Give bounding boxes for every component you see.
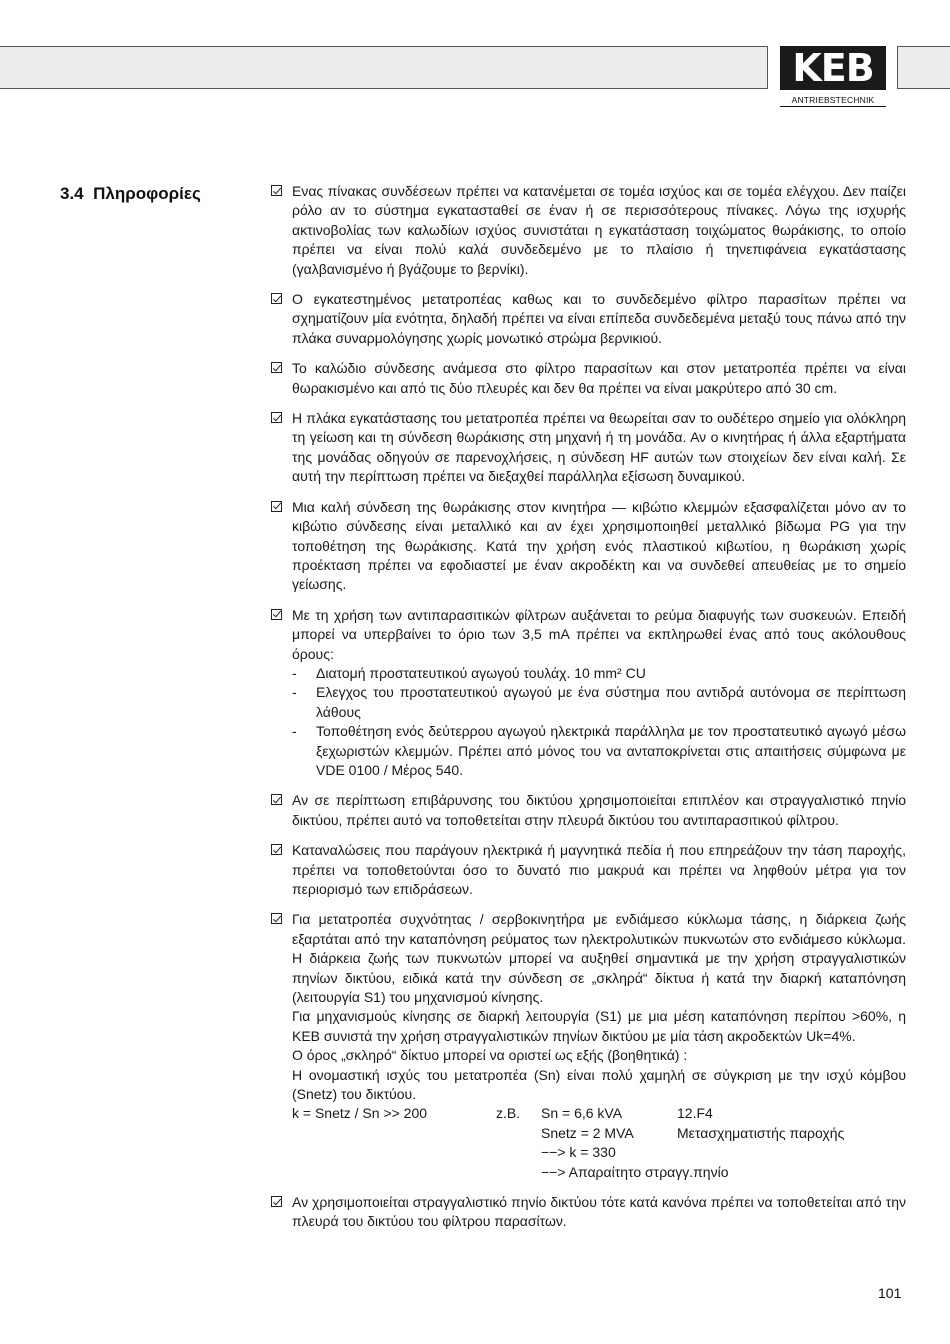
checkbox-icon xyxy=(271,844,282,855)
dash-bullet: - xyxy=(292,723,297,740)
sub-item-text: Ελεγχος του προστατευτικού αγωγού με ένα σύστημα που αντιδρά αυτόνομα σε περίπτωση λάθους xyxy=(316,684,906,720)
dash-bullet: - xyxy=(292,684,297,701)
calc-row xyxy=(292,1124,906,1143)
page-number: 101 xyxy=(878,1285,902,1301)
info-item xyxy=(270,498,906,595)
info-item xyxy=(270,1193,906,1232)
section-title: Πληροφορίες xyxy=(93,184,201,203)
checkbox-icon xyxy=(271,293,282,304)
item-paragraph: Μια καλή σύνδεση της θωράκισης στον κινητήρα — κιβώτιο κλεμμών εξασφαλίζεται μόνο αν το κιβώτιο σύνδεσης είναι μεταλλικό και αν έχει χρησιμοποιηθεί μεταλλικό βίδωμα PG για την τοποθέτηση της θωράκισης. Κατά την χρήση ενός πλαστικού κιβωτίου, η θωράκιση χωρίς προέκταση πρέπει να εφοδιαστεί με έναν ακροδέκτη και να συνδεθεί απευθείας με το σημείο γείωσης. xyxy=(292,498,906,593)
info-item xyxy=(270,841,906,899)
item-paragraph: Το καλώδιο σύνδεσης ανάμεσα στο φίλτρο παρασίτων και στον μετατροπέα πρέπει να είναι θωρακισμένο και από τις δύο πλευρές και δεν θα πρέπει να είναι μακρύτερο από 30 cm. xyxy=(292,360,906,396)
item-paragraph: Ο εγκατεστημένος μετατροπέας καθως και το συνδεδεμένο φίλτρο παρασίτων πρέπει να σχηματίζουν μία ενότητα, δηλαδή πρέπει να είναι επίπεδα συνδεδεμένα μεταξύ τους πάνω από την πλάκα συναρμολόγησης χωρίς μονωτικό στρώμα βερνικιού. xyxy=(292,291,906,346)
info-item xyxy=(270,182,906,279)
keb-logo: KEB xyxy=(780,46,886,90)
item-paragraph: Ο όρος „σκληρό“ δίκτυο μπορεί να οριστεί ως εξής (βοηθητικά) : xyxy=(292,1047,688,1064)
calc-row xyxy=(292,1104,906,1123)
item-paragraph: Αν χρησιμοποιείται στραγγαλιστικό πηνίο δικτύου τότε κατά κανόνα πρέπει να τοποθετείται από την πλευρά του δικτύου του φίλτρου παρασίτων. xyxy=(292,1194,906,1230)
item-paragraph: Για μηχανισμούς κίνησης σε διαρκή λειτουργία (S1) με μια μέση καταπόνηση περίπου >60%, η KEB συνιστά την χρήση στραγγαλιστικών πηνίων δικτύου με μία τάση ακροδεκτών Uk=4%. xyxy=(292,1008,906,1044)
calc-line: Sn = 6,6 kVA xyxy=(541,1105,623,1122)
checkbox-icon xyxy=(271,1196,282,1207)
sub-list-item xyxy=(292,683,906,722)
calc-formula: k = Snetz / Sn >> 200 xyxy=(292,1105,428,1122)
header-bar xyxy=(0,46,768,89)
checkbox-icon xyxy=(271,362,282,373)
calc-line: −−> k = 330 xyxy=(541,1144,616,1161)
info-item xyxy=(270,910,906,1182)
sub-list-item xyxy=(292,722,906,780)
info-item xyxy=(270,791,906,830)
item-paragraph: Ενας πίνακας συνδέσεων πρέπει να κατανέμεται σε τομέα ισχύος και σε τομέα ελέγχου. Δεν παίζει ρόλο αν το σύστημα εγκατασταθεί σε έναν ή σε περισσότερους πίνακες. Λόγω της ισχυρής ακτινοβολίας των καλωδίων ισχύος συνιστάται η εγκατάσταση τοιχώματος θωράκισης, το οποίο πρέπει να είναι πολύ καλά συνδεδεμένο με το πλαίσιο ή τηνεπιφάνεια εγκατάστασης (γαλβανισμένο ή βγάζουμε το βερνίκι). xyxy=(292,183,906,277)
calc-line: −−> Απαραίτητο στραγγ.πηνίο xyxy=(541,1163,729,1180)
sub-item-text: Τοποθέτηση ενός δεύτερρου αγωγού ηλεκτρικά παράλληλα με τον προστατευτικό αγωγό μέσω ξεχωριστών κλεμμών. Πρέπει από μόνος του να ανταποκρίνεται στις απαιτήσεις σύμφωνα με VDE 0100 / Μέρος 540. xyxy=(316,723,906,778)
info-item xyxy=(270,290,906,348)
info-item xyxy=(270,606,906,781)
checkbox-icon xyxy=(271,913,282,924)
info-item xyxy=(270,359,906,398)
logo-subtitle: ANTRIEBSTECHNIK xyxy=(780,95,886,107)
calc-row xyxy=(292,1163,906,1182)
header-right-box xyxy=(897,46,950,89)
calc-note: Μετασχηματιστής παροχής xyxy=(677,1124,845,1141)
checkbox-icon xyxy=(271,609,282,620)
sub-list-item xyxy=(292,664,906,683)
calc-line: Snetz = 2 MVA xyxy=(541,1124,634,1141)
item-paragraph: Η ονομαστική ισχύς του μετατροπέα (Sn) είναι πολύ χαμηλή σε σύγκριση με την ισχύ κόμβου (Snetz) του δικτύου. xyxy=(292,1066,906,1103)
calc-note: 12.F4 xyxy=(677,1105,713,1122)
info-item xyxy=(270,409,906,487)
dash-bullet: - xyxy=(292,664,297,681)
checkbox-icon xyxy=(271,501,282,512)
sub-item-text: Διατομή προστατευτικού αγωγού τουλάχ. 10 mm² CU xyxy=(316,664,646,681)
item-paragraph: Η πλάκα εγκατάστασης του μετατροπέα πρέπει να θεωρείται σαν το ουδέτερο σημείο για ολόκληρη τη γείωση και τη σύνδεση θωράκισης στη μηχανή ή τη μονάδα. Αν ο κινητήρας ή άλλα εξαρτήματα της μονάδας οδηγούν σε παρενοχλήσεις, η σύνδεση HF αυτών των στοιχείων δεν είναι καλή. Σε αυτή την περίπτωση πρέπει να διεξαχθεί παράλληλα εξίσωση δυναμικού. xyxy=(292,410,906,485)
checkbox-icon xyxy=(271,185,282,196)
section-number: 3.4 xyxy=(60,184,84,203)
calc-example-label: z.B. xyxy=(496,1105,521,1122)
item-paragraph: Για μετατροπέα συχνότητας / σερβοκινητήρα με ενδιάμεσο κύκλωμα τάσης, η διάρκεια ζωής εξαρτάται από την καταπόνηση ρεύματος των ηλεκτρολυτικών πυκνωτών στο ενδιάμεσο κύκλωμα. Η διάρκεια ζωής των πυκνωτών μπορεί να αυξηθεί σημαντικά με την χρήση στραγγαλιστικών πηνίων δικτύου, ειδικά κατά την σύνδεση σε „σκληρά“ δίκτυα ή κατά την διαρκή καταπόνηση (λειτουργία S1) του μηχανισμού κίνησης. xyxy=(292,911,906,1006)
checkbox-icon xyxy=(271,794,282,805)
item-paragraph: Καταναλώσεις που παράγουν ηλεκτρικά ή μαγνητικά πεδία ή που επηρεάζουν την τάση παροχής, πρέπει να τοποθετούνται όσο το δυνατό πιο μακρυά και πρέπει να ληφθούν μέτρα για τον περιορισμό των επιδράσεων. xyxy=(292,842,906,897)
content-body xyxy=(270,182,906,1243)
item-paragraph: Αν σε περίπτωση επιβάρυνσης του δικτύου χρησιμοποιείται επιπλέον και στραγγαλιστικό πηνίο δικτύου, πρέπει αυτό να τοποθετείται στην πλευρά δικτύου του αντιπαρασιτικού φίλτρου. xyxy=(292,792,906,828)
section-heading xyxy=(60,184,201,204)
checkbox-icon xyxy=(271,412,282,423)
calc-row xyxy=(292,1143,906,1162)
item-paragraph: Με τη χρήση των αντιπαρασιτικών φίλτρων αυξάνεται το ρεύμα διαφυγής των συσκευών. Επειδή μπορεί να υπερβαίνει το όριο των 3,5 mA πρέπει να εκπληρωθεί ένας από τους ακόλουθους όρους: xyxy=(292,606,906,662)
